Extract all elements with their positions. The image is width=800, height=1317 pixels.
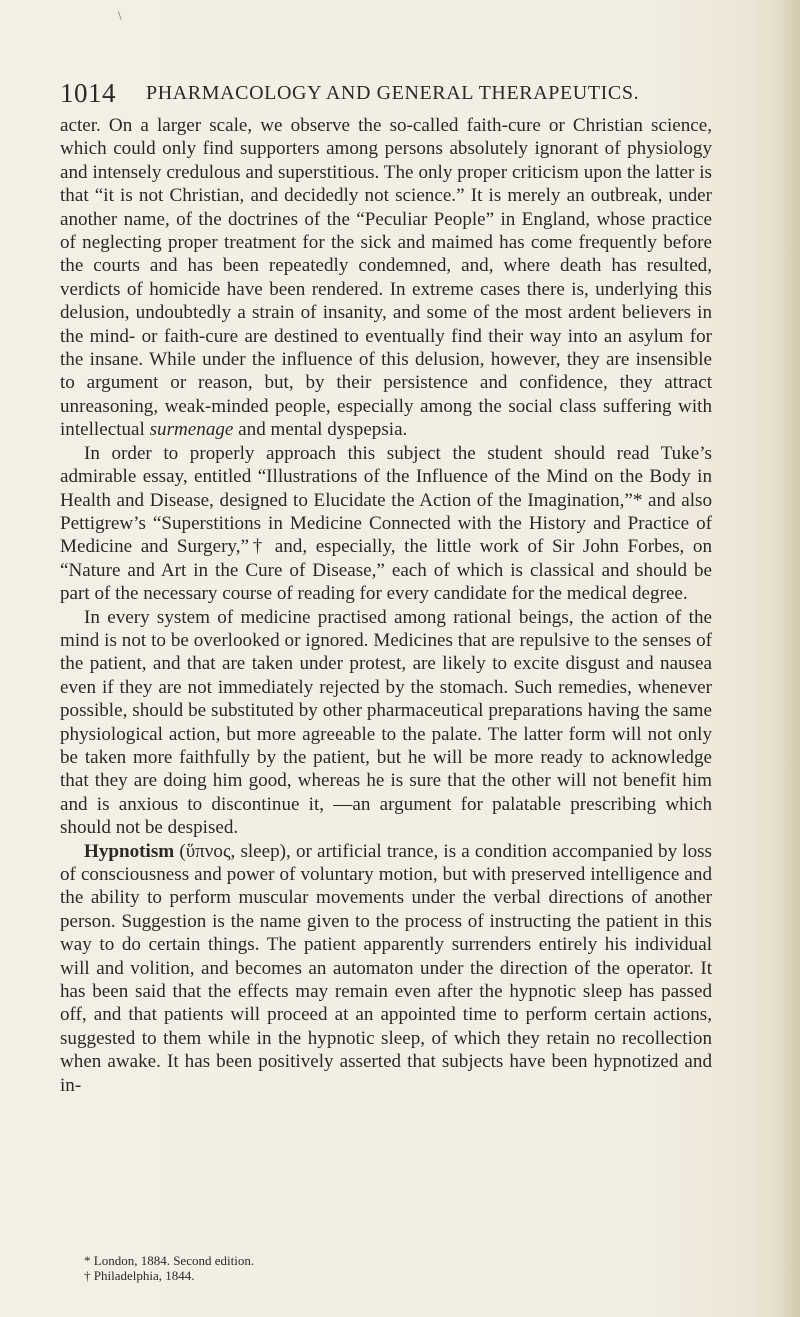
- paragraph-faith-cure-end: and mental dyspepsia.: [233, 419, 408, 441]
- footnote-1: * London, 1884. Second edition.: [84, 1253, 255, 1268]
- footnotes: [84, 1253, 254, 1283]
- body-text: [60, 114, 712, 1097]
- running-title: PHARMACOLOGY AND GENERAL THERAPEUTICS.: [146, 82, 640, 104]
- paragraph-reading-list: In order to properly approach this subject the student should read Tuke’s admirable essay, entitled “Illustrations of the Influence of the Mind on the Body in Health and Disease, designed to Elucidate the Action of the Imagination,”* and also Pettigrew’s “Superstitions in Medicine Connected with the History and Practice of Medicine and Surgery,”† and, especially, the little work of Sir John Forbes, on “Nature and Art in the Cure of Disease,” each of which is classical and should be part of the necessary course of reading for every candidate for the medical degree.: [60, 442, 712, 605]
- paragraph-hypnotism-text: (ὕπνος, sleep), or artificial trance, is a condition accompanied by loss of consciousness and power of voluntary motion, but with preserved intelligence and the ability to perform muscular movements under the verbal directions of another person. Suggestion is the name given to the process of instructing the patient in this way to do certain things. The patient apparently surrenders entirely his individual will and volition, and becomes an automaton under the direction of the operator. It has been said that the effects may remain even after the hypnotic sleep has passed off, and that patients will proceed at an appointed time to perform certain actions, suggested to them while in the hypnotic sleep, of which they retain no recollection when awake. It has been positively asserted that subjects have been hypnotized and in-: [60, 840, 712, 1096]
- paragraph-hypnotism: [60, 840, 712, 1097]
- footnote-2: † Philadelphia, 1844.: [84, 1268, 195, 1283]
- paragraph-faith-cure-text: acter. On a larger scale, we observe the so-called faith-cure or Christian science, which could only find supporters among persons absolutely ignorant of physiology and intensely credulous and superstitious. The only proper criticism upon the latter is that “it is not Christian, and decidedly not science.” It is merely an outbreak, under another name, of the doctrines of the “Peculiar People” in England, whose practice of neglecting proper treatment for the sick and maimed has come frequently before the courts and has been repeatedly condemned, and, where death has resulted, verdicts of homicide have been rendered. In extreme cases there is, underlying this delusion, undoubtedly a strain of insanity, and some of the most ardent believers in the mind- or faith-cure are destined to eventually find their way into an asylum for the insane. While under the influence of this delusion, however, they are insensible to argument or reason, but, by their persistence and confidence, they attract unreasoning, weak-minded people, especially among the social class suffering with intellectual: [60, 115, 712, 441]
- paragraph-palatable-medicine: In every system of medicine practised among rational beings, the action of the mind is not to be overlooked or ignored. Medicines that are repulsive to the senses of the patient, and that are taken under protest, are likely to excite disgust and nausea even if they are not immediately rejected by the stomach. Such remedies, whenever possible, should be substituted by other pharmaceutical preparations having the same physiological action, but more agreeable to the palate. The latter form will not only be taken more faithfully by the patient, but he will be more ready to acknowledge that they are doing him good, whereas he is sure that the other will not benefit him and is anxious to discontinue it, —an argument for palatable prescribing which should not be despised.: [60, 606, 712, 839]
- page-edge-shadow: [778, 0, 800, 1317]
- hypnotism-term: Hypnotism: [84, 840, 175, 862]
- printer-mark: \: [118, 8, 122, 23]
- page-header: [60, 78, 710, 108]
- page-number: 1014: [60, 78, 116, 108]
- surmenage-italic: surmenage: [149, 419, 234, 441]
- paragraph-faith-cure: [60, 114, 712, 442]
